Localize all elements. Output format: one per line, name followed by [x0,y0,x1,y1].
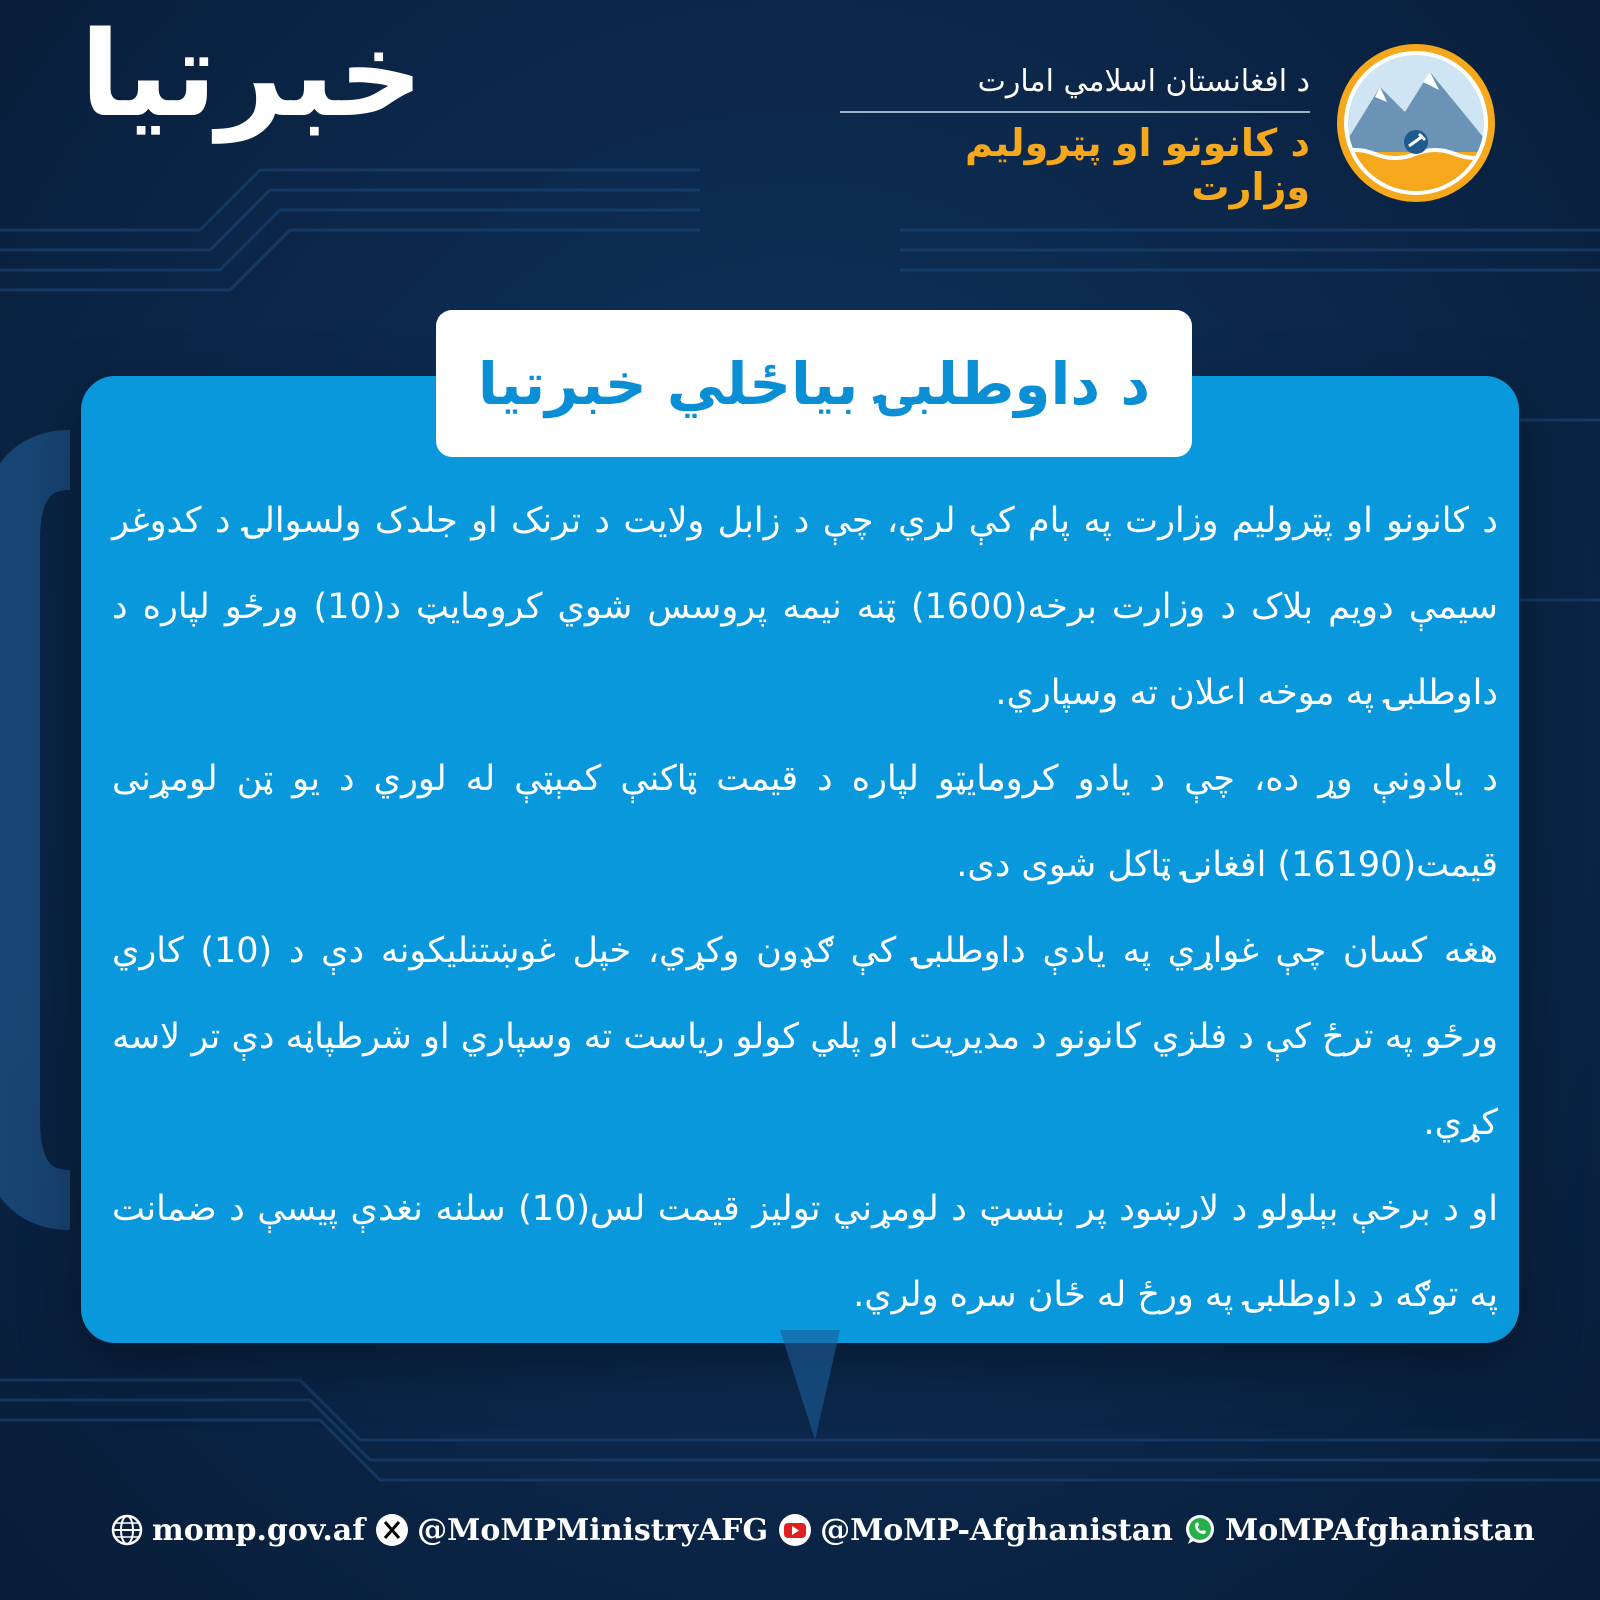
website-text: momp.gov.af [152,1512,366,1548]
mountain-pickaxe-logo-icon [1335,42,1497,204]
globe-icon [110,1513,144,1547]
footer-social-links [110,1500,1535,1560]
youtube-text: @MoMP-Afghanistan [820,1512,1173,1548]
whatsapp-text: MoMPAfghanistan [1224,1512,1535,1548]
whatsapp-icon [1183,1513,1217,1547]
notice-paragraph: د یادونې وړ ده، چې د یادو کرومایټو لپاره د قیمت ټاکنې کمېټې له لوري د یو ټن لومړنی قیمت(16190) افغانۍ ټاکل شوی دی. [112,759,1498,885]
x-link[interactable] [375,1513,768,1548]
notice-paragraph: او د برخې بېلولو د لارښود پر بنسټ د لومړني تولیز قیمت لس(10) سلنه نغدې پیسې د ضمانت په توګه د داوطلبۍ په ورځ له ځان سره ولري. [112,1189,1498,1315]
website-link[interactable] [110,1513,365,1548]
speech-bubble-tail [630,1330,840,1450]
notice-body [112,478,1498,1338]
ministry-block [840,64,1310,209]
x-icon [375,1513,409,1547]
emirate-name: د افغانستان اسلامي امارت [840,64,1310,113]
ministry-name: د کانونو او پټرولیم وزارت [964,121,1310,209]
youtube-icon [778,1513,812,1547]
notice-paragraph: د کانونو او پټرولیم وزارت په پام کې لري، چې د زابل ولایت د ترنک او جلدک ولسوالۍ د کدوغر سیمې دویم بلاک د وزارت برخه(1600) ټنه نیمه پروسس شوي کرومایټ د(10) ورځو لپاره د داوطلبۍ په موخه اعلان ته وسپاري. [112,501,1498,713]
notice-title: د داوطلبۍ بیاځلي خبرتیا [477,349,1151,418]
youtube-link[interactable] [778,1513,1173,1548]
notice-paragraph: هغه کسان چې غواړي په یادې داوطلبۍ کې ګډون وکړي، خپل غوښتنلیکونه دې د (10) کاري ورځو په ترځ کې د فلزي کانونو د مدیریت او پلي کولو ریاست ته وسپاري او شرطپاڼه دې تر لاسه کړي. [112,931,1498,1143]
notice-title-box [436,310,1192,457]
headline-word: خبرتیا [80,5,424,143]
x-handle-text: @MoMPMinistryAFG [417,1512,769,1548]
whatsapp-link[interactable] [1183,1513,1535,1548]
